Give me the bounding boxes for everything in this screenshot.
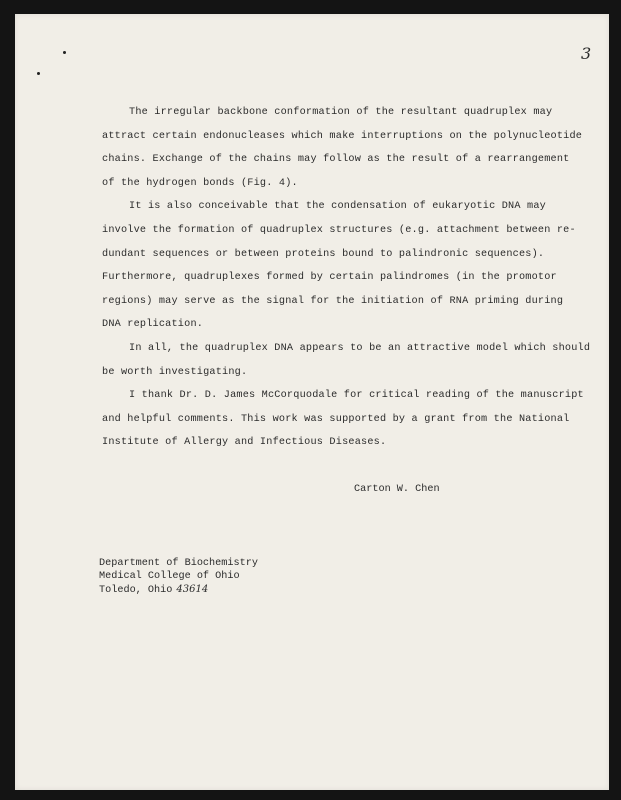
body-text: [102, 101, 591, 455]
text-line: I thank Dr. D. James McCorquodale for critical reading of the manuscript: [129, 390, 584, 402]
ink-speck: [63, 51, 66, 54]
text-line: attract certain endonucleases which make interruptions on the polynucleotide: [102, 130, 583, 142]
author-address: [99, 557, 258, 597]
text-line: Furthermore, quadruplexes formed by certain palindromes (in the promotor: [102, 272, 557, 284]
address-city: Toledo, Ohio: [99, 585, 173, 596]
paragraph-4: [102, 384, 584, 455]
address-zip: 43614: [176, 584, 209, 595]
text-line: and helpful comments. This work was supported by a grant from the National: [102, 413, 570, 425]
text-line: dundant sequences or between proteins bound to palindronic sequences).: [102, 248, 545, 260]
text-line: Institute of Allergy and Infectious Diseases.: [102, 437, 387, 449]
paragraph-1: [102, 101, 583, 195]
author-signature: Carton W. Chen: [354, 484, 440, 495]
document-page: [15, 14, 609, 790]
paragraph-2: [102, 195, 576, 337]
text-line: regions) may serve as the signal for the initiation of RNA priming during: [102, 295, 564, 307]
text-line: be worth investigating.: [102, 366, 248, 378]
text-line: of the hydrogen bonds (Fig. 4).: [102, 177, 298, 189]
text-line: It is also conceivable that the condensation of eukaryotic DNA may: [129, 201, 546, 213]
address-city-line: [99, 583, 258, 597]
paragraph-3: [102, 337, 591, 384]
text-line: involve the formation of quadruplex structures (e.g. attachment between re-: [102, 224, 576, 236]
address-department: Department of Biochemistry: [99, 558, 258, 569]
text-line: In all, the quadruplex DNA appears to be an attractive model which should: [129, 342, 591, 354]
page-number: 3: [581, 44, 592, 63]
text-line: chains. Exchange of the chains may follow as the result of a rearrangement: [102, 154, 570, 166]
ink-speck: [37, 72, 40, 75]
text-line: DNA replication.: [102, 319, 204, 331]
text-line: The irregular backbone conformation of the resultant quadruplex may: [129, 107, 553, 118]
address-institution: Medical College of Ohio: [99, 571, 240, 582]
